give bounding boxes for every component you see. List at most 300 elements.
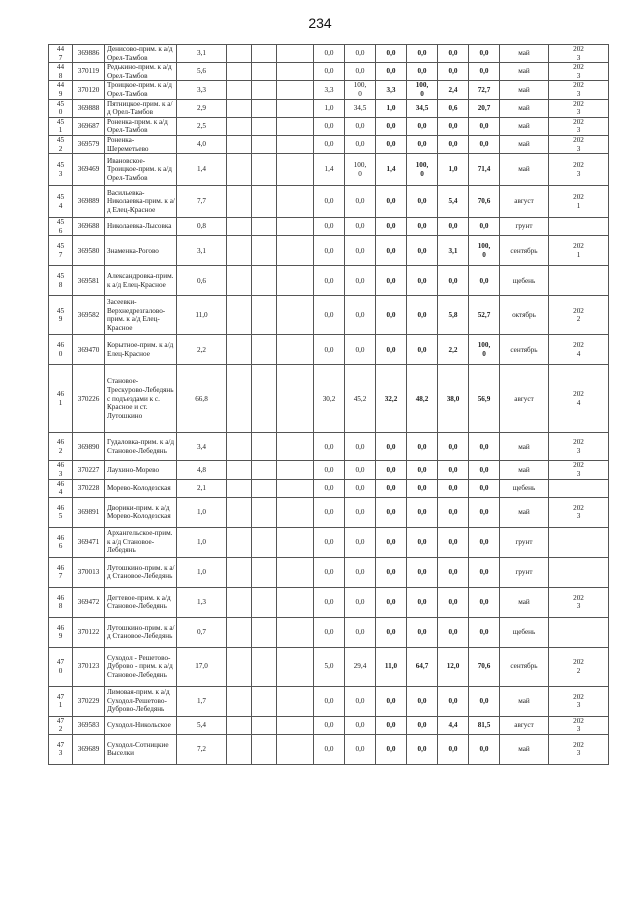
empty-cell [252,647,277,686]
road-length-cell: 0,7 [177,617,227,647]
value-c-cell: 0,0 [376,557,407,587]
road-code-cell: 369888 [73,99,105,117]
value-d-cell: 64,7 [407,647,438,686]
road-length-cell: 2,1 [177,479,227,497]
value-b-cell: 0,0 [345,461,376,479]
value-a-cell: 0,0 [314,117,345,135]
value-e-cell: 4,4 [438,716,469,734]
empty-cell [227,236,252,266]
value-d-cell: 100, 0 [407,154,438,186]
value-f-cell: 0,0 [469,587,500,617]
empty-cell [277,154,314,186]
value-d-cell: 0,0 [407,557,438,587]
road-length-cell: 66,8 [177,365,227,433]
table-row [49,99,609,117]
empty-cell [277,461,314,479]
month-cell: щебень [500,617,549,647]
value-a-cell: 0,0 [314,135,345,153]
empty-cell [227,647,252,686]
value-a-cell: 0,0 [314,686,345,716]
year-cell: 202 4 [549,335,609,365]
value-a-cell: 0,0 [314,63,345,81]
row-number-cell: 45 9 [49,296,73,335]
empty-cell [277,117,314,135]
value-b-cell: 0,0 [345,117,376,135]
value-a-cell: 0,0 [314,266,345,296]
road-code-cell: 369472 [73,587,105,617]
road-length-cell: 2,9 [177,99,227,117]
road-length-cell: 2,5 [177,117,227,135]
row-number-cell: 45 4 [49,186,73,218]
value-f-cell: 100, 0 [469,236,500,266]
value-f-cell: 52,7 [469,296,500,335]
year-cell: 202 3 [549,497,609,527]
empty-cell [227,617,252,647]
value-b-cell: 0,0 [345,557,376,587]
row-number-cell: 45 1 [49,117,73,135]
empty-cell [252,117,277,135]
month-cell: сентябрь [500,236,549,266]
row-number-cell: 46 9 [49,617,73,647]
road-name-cell: Дворики-прим. к а/д Морево-Колодезская [105,497,177,527]
value-d-cell: 0,0 [407,63,438,81]
empty-cell [252,63,277,81]
road-length-cell: 1,7 [177,686,227,716]
road-name-cell: Васильевка-Николаевка-прим. к а/д Елец-Красное [105,186,177,218]
empty-cell [277,45,314,63]
value-a-cell: 0,0 [314,335,345,365]
empty-cell [277,99,314,117]
row-number-cell: 46 2 [49,433,73,461]
road-length-cell: 3,1 [177,236,227,266]
value-d-cell: 0,0 [407,734,438,764]
road-length-cell: 1,3 [177,587,227,617]
empty-cell [277,365,314,433]
year-cell [549,479,609,497]
empty-cell [252,479,277,497]
value-a-cell: 0,0 [314,186,345,218]
empty-cell [227,479,252,497]
year-cell: 202 2 [549,296,609,335]
value-a-cell: 0,0 [314,296,345,335]
year-cell: 202 3 [549,81,609,99]
empty-cell [252,45,277,63]
value-d-cell: 0,0 [407,45,438,63]
empty-cell [252,365,277,433]
table-row [49,218,609,236]
empty-cell [252,81,277,99]
value-b-cell: 0,0 [345,266,376,296]
year-cell: 202 3 [549,45,609,63]
table-row [49,296,609,335]
road-length-cell: 3,3 [177,81,227,99]
value-d-cell: 0,0 [407,479,438,497]
road-name-cell: Троицкое-прим. к а/д Орел-Тамбов [105,81,177,99]
value-b-cell: 0,0 [345,45,376,63]
empty-cell [252,433,277,461]
empty-cell [277,557,314,587]
value-b-cell: 0,0 [345,63,376,81]
row-number-cell: 44 9 [49,81,73,99]
row-number-cell: 47 0 [49,647,73,686]
roads-table [48,44,609,765]
road-code-cell: 370229 [73,686,105,716]
value-c-cell: 0,0 [376,266,407,296]
table-row [49,154,609,186]
value-e-cell: 0,0 [438,587,469,617]
value-f-cell: 0,0 [469,461,500,479]
value-d-cell: 0,0 [407,296,438,335]
empty-cell [252,587,277,617]
row-number-cell: 45 2 [49,135,73,153]
year-cell: 202 2 [549,647,609,686]
value-c-cell: 1,4 [376,154,407,186]
value-e-cell: 0,0 [438,461,469,479]
road-code-cell: 369582 [73,296,105,335]
year-cell: 202 3 [549,63,609,81]
table-row [49,266,609,296]
road-length-cell: 11,0 [177,296,227,335]
value-e-cell: 0,0 [438,45,469,63]
value-c-cell: 11,0 [376,647,407,686]
month-cell: щебень [500,479,549,497]
value-b-cell: 0,0 [345,497,376,527]
empty-cell [277,734,314,764]
road-name-cell: Лутошкино-прим. к а/д Становое-Лебедянь [105,617,177,647]
table-row [49,81,609,99]
road-length-cell: 3,1 [177,45,227,63]
table-row [49,587,609,617]
value-b-cell: 0,0 [345,335,376,365]
road-code-cell: 369689 [73,734,105,764]
value-b-cell: 0,0 [345,587,376,617]
value-f-cell: 0,0 [469,218,500,236]
empty-cell [227,686,252,716]
value-d-cell: 0,0 [407,236,438,266]
value-f-cell: 56,9 [469,365,500,433]
empty-cell [277,186,314,218]
value-b-cell: 0,0 [345,296,376,335]
road-length-cell: 1,0 [177,497,227,527]
value-d-cell: 0,0 [407,135,438,153]
value-a-cell: 0,0 [314,527,345,557]
value-b-cell: 0,0 [345,527,376,557]
empty-cell [252,218,277,236]
empty-cell [252,734,277,764]
month-cell: грунт [500,557,549,587]
month-cell: май [500,117,549,135]
value-d-cell: 100, 0 [407,81,438,99]
value-b-cell: 0,0 [345,186,376,218]
month-cell: август [500,365,549,433]
value-e-cell: 0,0 [438,117,469,135]
value-e-cell: 0,0 [438,135,469,153]
empty-cell [227,99,252,117]
value-a-cell: 0,0 [314,236,345,266]
value-b-cell: 100, 0 [345,81,376,99]
road-code-cell: 369470 [73,335,105,365]
road-code-cell: 369580 [73,236,105,266]
value-b-cell: 0,0 [345,716,376,734]
year-cell [549,557,609,587]
row-number-cell: 45 6 [49,218,73,236]
value-f-cell: 0,0 [469,734,500,764]
value-e-cell: 5,4 [438,186,469,218]
road-name-cell: Лутошкино-прим. к а/д Становое-Лебедянь [105,557,177,587]
year-cell [549,266,609,296]
value-a-cell: 0,0 [314,433,345,461]
empty-cell [252,135,277,153]
empty-cell [227,716,252,734]
road-length-cell: 1,0 [177,527,227,557]
value-e-cell: 2,4 [438,81,469,99]
empty-cell [277,617,314,647]
table-row [49,497,609,527]
row-number-cell: 47 2 [49,716,73,734]
value-a-cell: 0,0 [314,587,345,617]
empty-cell [227,734,252,764]
value-c-cell: 0,0 [376,527,407,557]
value-a-cell: 1,4 [314,154,345,186]
value-b-cell: 0,0 [345,135,376,153]
value-f-cell: 72,7 [469,81,500,99]
value-f-cell: 0,0 [469,617,500,647]
value-b-cell: 0,0 [345,236,376,266]
table-row [49,527,609,557]
month-cell: май [500,63,549,81]
value-e-cell: 12,0 [438,647,469,686]
value-a-cell: 0,0 [314,479,345,497]
road-code-cell: 369687 [73,117,105,135]
empty-cell [227,117,252,135]
road-length-cell: 7,7 [177,186,227,218]
month-cell: грунт [500,218,549,236]
table-row [49,45,609,63]
month-cell: май [500,135,549,153]
value-f-cell: 70,6 [469,186,500,218]
empty-cell [277,236,314,266]
month-cell: май [500,497,549,527]
value-a-cell: 0,0 [314,497,345,527]
value-b-cell: 0,0 [345,617,376,647]
road-length-cell: 7,2 [177,734,227,764]
value-f-cell: 0,0 [469,135,500,153]
table-row [49,716,609,734]
table-row [49,734,609,764]
road-code-cell: 369688 [73,218,105,236]
value-c-cell: 0,0 [376,716,407,734]
value-d-cell: 0,0 [407,433,438,461]
empty-cell [227,296,252,335]
empty-cell [277,81,314,99]
empty-cell [252,557,277,587]
empty-cell [277,686,314,716]
road-name-cell: Морево-Колодезская [105,479,177,497]
empty-cell [252,236,277,266]
month-cell: октябрь [500,296,549,335]
value-d-cell: 0,0 [407,617,438,647]
month-cell: август [500,186,549,218]
value-f-cell: 0,0 [469,433,500,461]
value-c-cell: 1,0 [376,99,407,117]
value-c-cell: 3,3 [376,81,407,99]
empty-cell [227,527,252,557]
year-cell: 202 3 [549,154,609,186]
value-e-cell: 2,2 [438,335,469,365]
road-name-cell: Лаухино-Морево [105,461,177,479]
empty-cell [277,296,314,335]
row-number-cell: 46 7 [49,557,73,587]
month-cell: май [500,433,549,461]
value-f-cell: 100, 0 [469,335,500,365]
empty-cell [277,335,314,365]
empty-cell [252,266,277,296]
value-b-cell: 34,5 [345,99,376,117]
row-number-cell: 45 3 [49,154,73,186]
table-row [49,63,609,81]
month-cell: май [500,587,549,617]
table-row [49,335,609,365]
value-e-cell: 0,0 [438,617,469,647]
month-cell: грунт [500,527,549,557]
road-name-cell: Николаевка-Лысовка [105,218,177,236]
empty-cell [252,186,277,218]
value-d-cell: 0,0 [407,686,438,716]
value-b-cell: 0,0 [345,218,376,236]
value-d-cell: 0,0 [407,497,438,527]
row-number-cell: 44 8 [49,63,73,81]
year-cell: 202 3 [549,135,609,153]
table-row [49,433,609,461]
empty-cell [227,365,252,433]
road-length-cell: 2,2 [177,335,227,365]
road-name-cell: Засеевки-Верхнедрезгалово-прим. к а/д Елец-Красное [105,296,177,335]
value-e-cell: 3,1 [438,236,469,266]
value-c-cell: 0,0 [376,461,407,479]
row-number-cell: 46 0 [49,335,73,365]
year-cell: 202 1 [549,236,609,266]
road-code-cell: 369583 [73,716,105,734]
row-number-cell: 44 7 [49,45,73,63]
value-e-cell: 38,0 [438,365,469,433]
table-row [49,557,609,587]
road-name-cell: Редькино-прим. к а/д Орел-Тамбов [105,63,177,81]
empty-cell [277,266,314,296]
value-b-cell: 0,0 [345,479,376,497]
value-a-cell: 3,3 [314,81,345,99]
table-row [49,479,609,497]
road-code-cell: 369891 [73,497,105,527]
year-cell: 202 3 [549,587,609,617]
value-c-cell: 0,0 [376,686,407,716]
value-c-cell: 0,0 [376,117,407,135]
value-f-cell: 0,0 [469,527,500,557]
row-number-cell: 46 5 [49,497,73,527]
month-cell: август [500,716,549,734]
value-d-cell: 34,5 [407,99,438,117]
road-name-cell: Знаменка-Рогово [105,236,177,266]
road-length-cell: 17,0 [177,647,227,686]
value-f-cell: 20,7 [469,99,500,117]
road-code-cell: 370013 [73,557,105,587]
road-code-cell: 370228 [73,479,105,497]
empty-cell [252,527,277,557]
empty-cell [252,617,277,647]
empty-cell [227,497,252,527]
value-e-cell: 0,6 [438,99,469,117]
road-code-cell: 370123 [73,647,105,686]
empty-cell [227,135,252,153]
year-cell: 202 3 [549,117,609,135]
road-name-cell: Дегтевое-прим. к а/д Становое-Лебедянь [105,587,177,617]
value-a-cell: 0,0 [314,218,345,236]
empty-cell [277,527,314,557]
value-e-cell: 0,0 [438,497,469,527]
row-number-cell: 45 0 [49,99,73,117]
value-b-cell: 45,2 [345,365,376,433]
road-name-cell: Становое-Трескурово-Лебедянь с подъездами к с. Красное и ст. Лутошкино [105,365,177,433]
value-c-cell: 0,0 [376,186,407,218]
empty-cell [227,186,252,218]
table-row [49,647,609,686]
empty-cell [227,266,252,296]
value-f-cell: 70,6 [469,647,500,686]
road-code-cell: 369886 [73,45,105,63]
month-cell: май [500,99,549,117]
value-e-cell: 0,0 [438,266,469,296]
value-a-cell: 0,0 [314,617,345,647]
road-name-cell: Корытное-прим. к а/д Елец-Красное [105,335,177,365]
road-length-cell: 1,4 [177,154,227,186]
year-cell [549,527,609,557]
year-cell: 202 4 [549,365,609,433]
value-d-cell: 0,0 [407,266,438,296]
road-name-cell: Лимовая-прим. к а/д Суходол-Решетово-Дуброво-Лебедянь [105,686,177,716]
value-c-cell: 0,0 [376,734,407,764]
road-code-cell: 370122 [73,617,105,647]
road-code-cell: 370119 [73,63,105,81]
empty-cell [227,81,252,99]
table-row [49,617,609,647]
road-name-cell: Денисово-прим. к а/д Орел-Тамбов [105,45,177,63]
road-length-cell: 0,8 [177,218,227,236]
empty-cell [277,497,314,527]
month-cell: май [500,686,549,716]
row-number-cell: 47 1 [49,686,73,716]
value-f-cell: 81,5 [469,716,500,734]
road-name-cell: Александровка-прим. к а/д Елец-Красное [105,266,177,296]
value-d-cell: 0,0 [407,186,438,218]
month-cell: май [500,461,549,479]
year-cell [549,218,609,236]
year-cell: 202 3 [549,734,609,764]
value-e-cell: 0,0 [438,218,469,236]
value-f-cell: 0,0 [469,479,500,497]
value-b-cell: 100, 0 [345,154,376,186]
value-c-cell: 0,0 [376,135,407,153]
road-length-cell: 4,8 [177,461,227,479]
value-c-cell: 0,0 [376,433,407,461]
value-d-cell: 0,0 [407,527,438,557]
month-cell: сентябрь [500,647,549,686]
row-number-cell: 46 1 [49,365,73,433]
road-name-cell: Суходол-Сотницкие Выселки [105,734,177,764]
value-d-cell: 0,0 [407,218,438,236]
road-length-cell: 5,6 [177,63,227,81]
value-d-cell: 0,0 [407,335,438,365]
road-code-cell: 370120 [73,81,105,99]
empty-cell [252,497,277,527]
